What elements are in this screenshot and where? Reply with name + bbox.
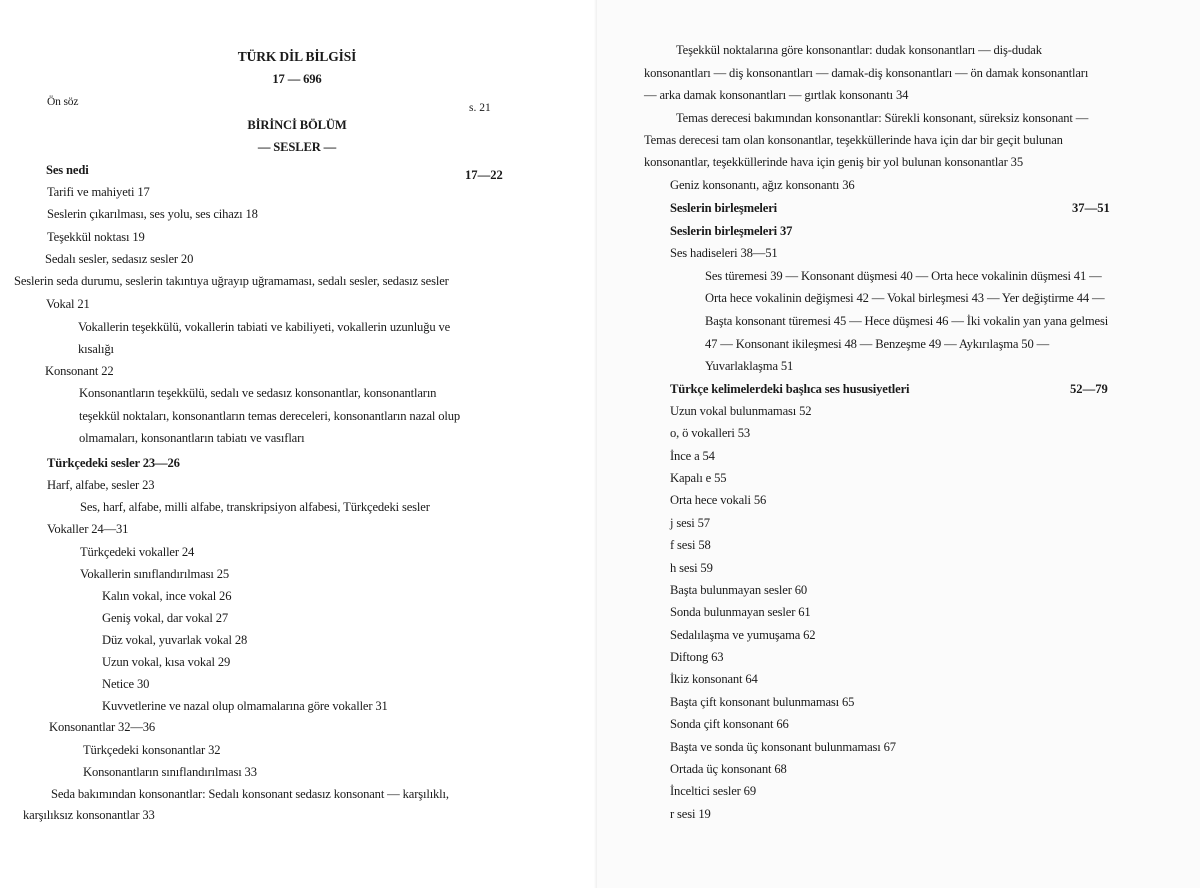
toc-entry: Seslerin birleşmeleri 37 xyxy=(670,224,793,238)
toc-entry: Başta çift konsonant bulunmaması 65 xyxy=(670,695,855,709)
toc-entry: Sonda çift konsonant 66 xyxy=(670,717,789,731)
toc-entry: Uzun vokal, kısa vokal 29 xyxy=(102,655,231,669)
toc-entry: Temas derecesi bakımından konsonantlar: Sürekli konsonant, süreksiz konsonant — xyxy=(676,111,1089,125)
toc-entry: Sedalı sesler, sedasız sesler 20 xyxy=(45,252,194,266)
toc-entry: Vokallerin teşekkülü, vokallerin tabiati ve kabiliyeti, vokallerin uzunluğu ve xyxy=(78,320,451,334)
toc-entry: Ses nedi xyxy=(46,163,89,177)
toc-entry: Geniz konsonantı, ağız konsonantı 36 xyxy=(670,178,855,192)
toc-entry: Türkçedeki sesler 23—26 xyxy=(47,456,180,470)
toc-entry: Konsonantların teşekkülü, sedalı ve sedasız konsonantlar, konsonantların xyxy=(79,386,437,400)
toc-entry: Temas derecesi tam olan konsonantlar, teşekküllerinde hava için dar bir geçit bulunan xyxy=(644,133,1063,147)
right-page xyxy=(597,0,1200,888)
toc-entry: o, ö vokalleri 53 xyxy=(670,426,750,440)
part-subtitle: — SESLER — xyxy=(257,140,337,154)
toc-entry: Ortada üç konsonant 68 xyxy=(670,762,787,776)
toc-entry: Başta bulunmayan sesler 60 xyxy=(670,583,808,597)
toc-entry: karşılıksız konsonantlar 33 xyxy=(23,808,155,822)
toc-page-range: 17—22 xyxy=(465,168,503,182)
toc-entry: Seslerin seda durumu, seslerin takıntıya uğrayıp uğramaması, sedalı sesler, sedasız sesler xyxy=(14,274,449,288)
toc-entry: — arka damak konsonantları — gırtlak konsonantı 34 xyxy=(644,88,909,102)
toc-entry: Başta ve sonda üç konsonant bulunmaması 67 xyxy=(670,740,896,754)
left-page xyxy=(0,0,597,888)
toc-entry: Teşekkül noktası 19 xyxy=(47,230,145,244)
toc-entry: Kuvvetlerine ve nazal olup olmamalarına göre vokaller 31 xyxy=(102,699,388,713)
toc-entry: Vokaller 24—31 xyxy=(47,522,129,536)
toc-entry: 47 — Konsonant ikileşmesi 48 — Benzeşme 49 — Aykırılaşma 50 — xyxy=(705,337,1050,351)
toc-entry: Yuvarlaklaşma 51 xyxy=(705,359,794,373)
toc-entry: Ses, harf, alfabe, milli alfabe, transkripsiyon alfabesi, Türkçedeki sesler xyxy=(80,500,430,514)
toc-entry: Kalın vokal, ince vokal 26 xyxy=(102,589,232,603)
toc-entry: Sonda bulunmayan sesler 61 xyxy=(670,605,811,619)
toc-entry: Harf, alfabe, sesler 23 xyxy=(47,478,155,492)
toc-entry: Seda bakımından konsonantlar: Sedalı konsonant sedasız konsonant — karşılıklı, xyxy=(51,787,449,801)
toc-entry: teşekkül noktaları, konsonantların temas dereceleri, konsonantların nazal olup xyxy=(79,409,461,423)
book-page-range: 17 — 696 xyxy=(272,72,322,86)
toc-entry: Başta konsonant türemesi 45 — Hece düşmesi 46 — İki vokalin yan yana gelmesi xyxy=(705,314,1109,328)
toc-entry: İnceltici sesler 69 xyxy=(670,784,756,798)
toc-entry: Konsonantların sınıflandırılması 33 xyxy=(83,765,257,779)
toc-entry: Türkçe kelimelerdeki başlıca ses hususiyetleri xyxy=(670,382,910,396)
toc-entry: Orta hece vokalinin değişmesi 42 — Vokal birleşmesi 43 — Yer değiştirme 44 — xyxy=(705,291,1105,305)
toc-entry: Vokallerin sınıflandırılması 25 xyxy=(80,567,230,581)
toc-entry: Teşekkül noktalarına göre konsonantlar: dudak konsonantları — diş-dudak xyxy=(676,43,1042,57)
toc-entry: Netice 30 xyxy=(102,677,150,691)
toc-entry: konsonantlar, teşekküllerinde hava için geniş bir yol bulunan konsonantlar 35 xyxy=(644,155,1023,169)
toc-entry: Sedalılaşma ve yumuşama 62 xyxy=(670,628,816,642)
part-title: BİRİNCİ BÖLÜM xyxy=(247,118,347,132)
toc-entry: Türkçedeki vokaller 24 xyxy=(80,545,195,559)
toc-entry: f sesi 58 xyxy=(670,538,711,552)
toc-entry: İkiz konsonant 64 xyxy=(670,672,758,686)
preface-label: Ön söz xyxy=(47,96,79,108)
toc-entry: Konsonantlar 32—36 xyxy=(49,720,156,734)
toc-page-range: 52—79 xyxy=(1070,382,1108,396)
toc-entry: Diftong 63 xyxy=(670,650,724,664)
toc-entry: Ses hadiseleri 38—51 xyxy=(670,246,778,260)
toc-page-range: 37—51 xyxy=(1072,201,1110,215)
toc-entry: Vokal 21 xyxy=(46,297,90,311)
toc-entry: r sesi 19 xyxy=(670,807,711,821)
toc-entry: Türkçedeki konsonantlar 32 xyxy=(83,743,221,757)
book-title: TÜRK DİL BİLGİSİ xyxy=(237,49,357,64)
toc-entry: h sesi 59 xyxy=(670,561,713,575)
toc-entry: j sesi 57 xyxy=(670,516,710,530)
toc-entry: konsonantları — diş konsonantları — damak-diş konsonantları — ön damak konsonantları xyxy=(644,66,1089,80)
toc-entry: Uzun vokal bulunmaması 52 xyxy=(670,404,812,418)
toc-entry: Seslerin çıkarılması, ses yolu, ses cihazı 18 xyxy=(47,207,258,221)
toc-entry: olmamaları, konsonantların tabiatı ve vasıfları xyxy=(79,431,305,445)
toc-entry: Düz vokal, yuvarlak vokal 28 xyxy=(102,633,248,647)
toc-entry: Orta hece vokali 56 xyxy=(670,493,767,507)
toc-entry: Tarifi ve mahiyeti 17 xyxy=(47,185,150,199)
toc-entry: Kapalı e 55 xyxy=(670,471,727,485)
toc-entry: kısalığı xyxy=(78,342,114,356)
toc-entry: Seslerin birleşmeleri xyxy=(670,201,778,215)
toc-entry: İnce a 54 xyxy=(670,449,715,463)
toc-entry: Ses türemesi 39 — Konsonant düşmesi 40 — Orta hece vokalinin düşmesi 41 — xyxy=(705,269,1102,283)
preface-page: s. 21 xyxy=(469,102,491,114)
toc-entry: Konsonant 22 xyxy=(45,364,114,378)
toc-entry: Geniş vokal, dar vokal 27 xyxy=(102,611,229,625)
